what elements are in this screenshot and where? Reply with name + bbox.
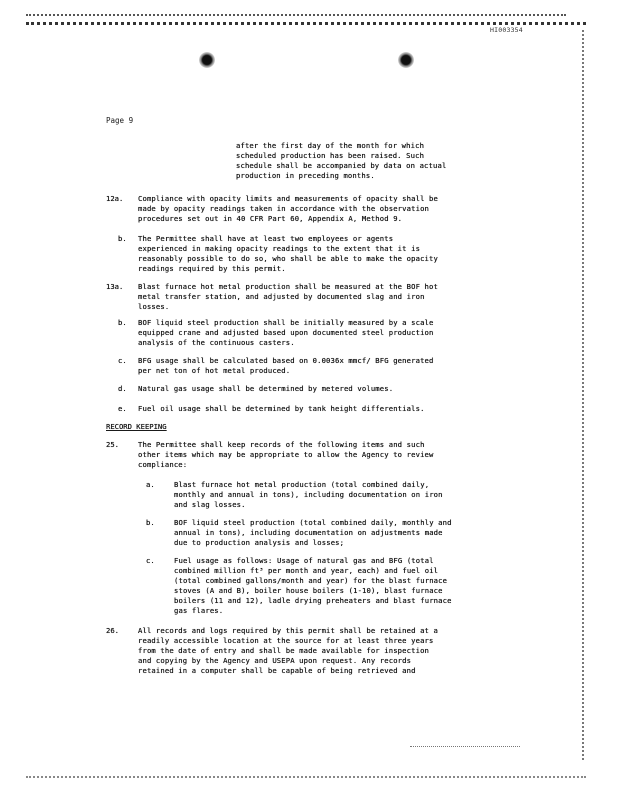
bottom-scan-border	[26, 776, 586, 778]
item-line: from the date of entry and shall be made available for inspection	[138, 646, 430, 655]
item-number: e.	[118, 404, 127, 413]
intro-line: schedule shall be accompanied by data on actual	[236, 161, 447, 170]
intro-line: scheduled production has been raised. Such	[236, 151, 425, 160]
sub-item-line: BOF liquid steel production (total combined daily, monthly and	[174, 518, 452, 527]
item-line: made by opacity readings taken in accordance with the observation	[138, 204, 430, 213]
sub-item-line: combined million ft³ per month and year, each) and fuel oil	[174, 566, 439, 575]
document-id: HI003354	[490, 26, 523, 34]
sub-item-line: Fuel usage as follows: Usage of natural gas and BFG (total	[174, 556, 434, 565]
sub-item-line: (total combined gallons/month and year) for the blast furnace	[174, 576, 448, 585]
item-line: retained in a computer shall be capable of being retrieved and	[138, 666, 416, 675]
bottom-scan-border-2	[410, 746, 520, 747]
item-number: b.	[118, 234, 127, 243]
page-number: Page 9	[106, 116, 134, 125]
item-line: compliance:	[138, 460, 188, 469]
sub-item-line: gas flares.	[174, 606, 224, 615]
item-line: All records and logs required by this permit shall be retained at a	[138, 626, 438, 635]
item-line: The Permittee shall keep records of the following items and such	[138, 440, 425, 449]
item-number: b.	[118, 318, 127, 327]
item-number: 12a.	[106, 194, 124, 203]
item-line: per net ton of hot metal produced.	[138, 366, 291, 375]
item-line: equipped crane and adjusted based upon documented steel production	[138, 328, 434, 337]
item-line: BFG usage shall be calculated based on 0.0036x mmcf/ BFG generated	[138, 356, 434, 365]
sub-item-number: a.	[146, 480, 155, 489]
punch-hole-right	[398, 52, 414, 68]
sub-item-line: monthly and annual in tons), including documentation on iron	[174, 490, 443, 499]
punch-hole-left	[199, 52, 215, 68]
sub-item-line: and slag losses.	[174, 500, 246, 509]
item-line: other items which may be appropriate to allow the Agency to review	[138, 450, 434, 459]
sub-item-number: c.	[146, 556, 155, 565]
item-line: readings required by this permit.	[138, 264, 286, 273]
top-scan-border-2	[26, 22, 586, 25]
item-number: d.	[118, 384, 127, 393]
item-line: The Permittee shall have at least two employees or agents	[138, 234, 394, 243]
item-line: analysis of the continuous casters.	[138, 338, 295, 347]
item-line: Compliance with opacity limits and measurements of opacity shall be	[138, 194, 438, 203]
item-line: and copying by the Agency and USEPA upon request. Any records	[138, 656, 412, 665]
item-line: Natural gas usage shall be determined by metered volumes.	[138, 384, 394, 393]
sub-item-line: due to production analysis and losses;	[174, 538, 345, 547]
item-number: c.	[118, 356, 127, 365]
item-line: losses.	[138, 302, 170, 311]
sub-item-number: b.	[146, 518, 155, 527]
sub-item-line: annual in tons), including documentation on adjustments made	[174, 528, 443, 537]
item-line: Fuel oil usage shall be determined by tank height differentials.	[138, 404, 425, 413]
top-scan-border	[26, 14, 566, 16]
section-heading: RECORD KEEPING	[106, 422, 167, 431]
item-line: readily accessible location at the source for at least three years	[138, 636, 434, 645]
item-number: 26.	[106, 626, 119, 635]
item-line: BOF liquid steel production shall be initially measured by a scale	[138, 318, 434, 327]
item-line: procedures set out in 40 CFR Part 60, Appendix A, Method 9.	[138, 214, 403, 223]
intro-line: after the first day of the month for which	[236, 141, 425, 150]
right-scan-border	[582, 30, 584, 760]
item-line: experienced in making opacity readings to the extent that it is	[138, 244, 421, 253]
sub-item-line: Blast furnace hot metal production (total combined daily,	[174, 480, 430, 489]
intro-line: production in preceding months.	[236, 171, 375, 180]
item-line: Blast furnace hot metal production shall be measured at the BOF hot	[138, 282, 438, 291]
item-number: 25.	[106, 440, 119, 449]
sub-item-line: stoves (A and B), boiler house boilers (1-10), blast furnace	[174, 586, 443, 595]
item-line: reasonably possible to do so, who shall be able to make the opacity	[138, 254, 438, 263]
item-line: metal transfer station, and adjusted by documented slag and iron	[138, 292, 425, 301]
sub-item-line: boilers (11 and 12), ladle drying preheaters and blast furnace	[174, 596, 452, 605]
item-number: 13a.	[106, 282, 124, 291]
